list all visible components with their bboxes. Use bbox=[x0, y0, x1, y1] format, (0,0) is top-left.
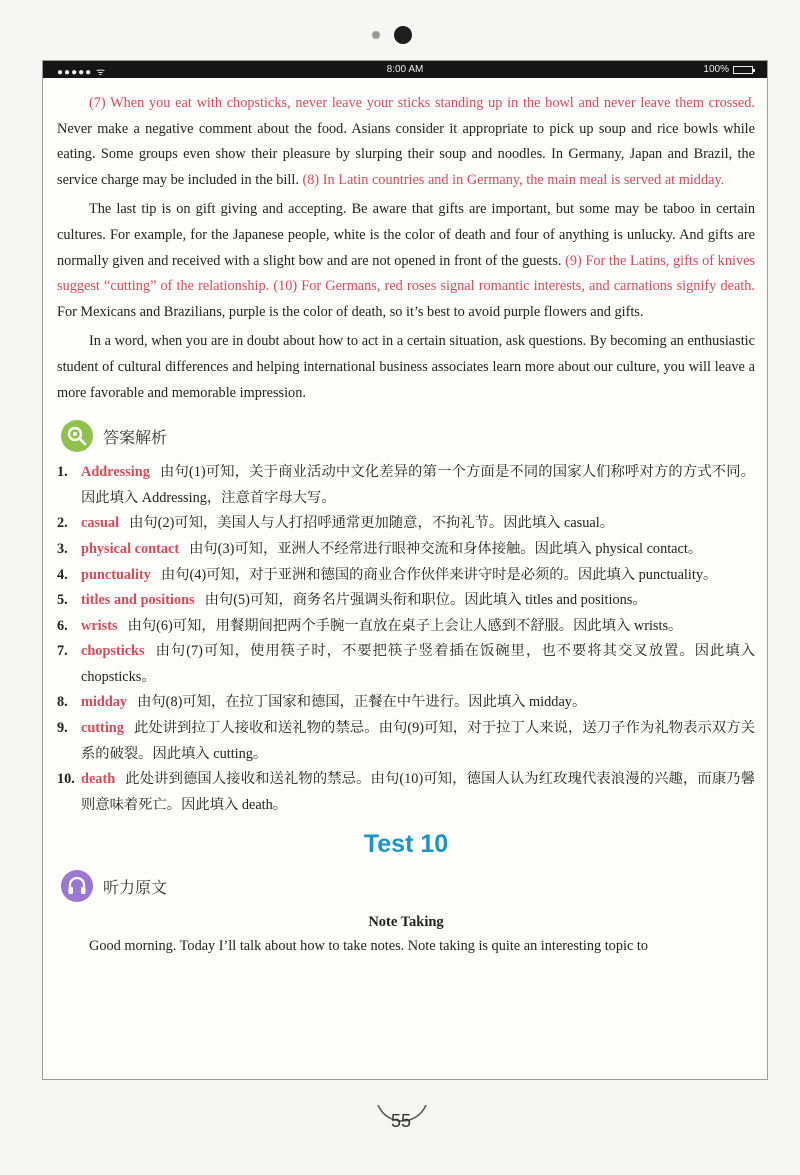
answer-section-header bbox=[57, 416, 755, 456]
answer-item: 9. cutting 此处讲到拉丁人接收和送礼物的禁忌。由句(9)可知，对于拉丁人来说，送刀子作为礼物表示双方关系的破裂。因此填入 cutting。 bbox=[57, 720, 755, 762]
answer-list bbox=[57, 460, 755, 818]
paragraph-conclusion bbox=[57, 329, 755, 406]
answer-item: 8. midday 由句(8)可知，在拉丁国家和德国，正餐在中午进行。因此填入 midday。 bbox=[57, 694, 587, 711]
page-indicator bbox=[372, 26, 412, 44]
transcript-title: Note Taking bbox=[368, 914, 444, 931]
answer-explanation: 此处讲到德国人接收和送礼物的禁忌。由句(10)可知，德国人认为红玫瑰代表浪漫的兴趣，而康乃馨则意味着死亡。因此填入 death。 bbox=[81, 771, 755, 813]
highlighted-sentence: (8) In Latin countries and in Germany, the main meal is served at midday. bbox=[302, 171, 725, 188]
answer-key: Addressing bbox=[81, 464, 150, 481]
listening-section-header bbox=[57, 866, 755, 906]
paragraph-dining bbox=[57, 91, 755, 193]
answer-key: cutting bbox=[81, 720, 124, 737]
highlighted-sentence: (7) When you eat with chopsticks, never leave your sticks standing up in the bowl and never leave them crossed. bbox=[89, 95, 755, 111]
status-bar bbox=[43, 61, 767, 78]
status-time: 8:00 AM bbox=[386, 64, 424, 75]
paragraph-gifts bbox=[57, 197, 755, 325]
magnifier-icon bbox=[61, 420, 93, 452]
battery-icon bbox=[733, 66, 753, 74]
answer-key: wrists bbox=[81, 617, 118, 634]
answer-section-title: 答案解析 bbox=[103, 427, 168, 447]
answer-explanation: 由句(5)可知，商务名片强调头衔和职位。因此填入 titles and positions。 bbox=[204, 592, 647, 609]
page-content bbox=[57, 91, 755, 960]
answer-explanation: 由句(8)可知，在拉丁国家和德国，正餐在中午进行。因此填入 midday。 bbox=[137, 694, 587, 711]
answer-explanation: 由句(4)可知，对于亚洲和德国的商业合作伙伴来讲守时是必须的。因此填入 punctuality。 bbox=[160, 566, 718, 583]
page-dot-inactive[interactable] bbox=[372, 31, 380, 39]
listening-section-title: 听力原文 bbox=[103, 877, 168, 897]
body-text: In a word, when you are in doubt about how to act in a certain situation, ask questions. By becoming an enthusiastic student of cultural differences and helping international business associates learn more about our culture, you will leave a more favorable and memorable impression. bbox=[57, 333, 755, 401]
answer-key: punctuality bbox=[81, 566, 151, 583]
answer-key: midday bbox=[81, 694, 128, 711]
highlighted-sentence: (9) For the Latins, gifts of knives suggest “cutting” of the relationship. (10) For Germans, red roses signal romantic interests, and carnations signify death. bbox=[57, 252, 755, 295]
answer-item: 1. Addressing 由句(1)可知，关于商业活动中文化差异的第一个方面是不同的国家人们称呼对方的方式不同。因此填入 Addressing，注意首字母大写。 bbox=[57, 464, 755, 506]
answer-key: death bbox=[81, 771, 116, 788]
answer-key: titles and positions bbox=[81, 592, 195, 609]
body-text: Never make a negative comment about the food. Asians consider it appropriate to pick up soup and rice bowls while eating. Some groups even show their pleasure by slurping their soup and noodles. In Germany, Japan and Brazil, the service charge may be included in the bill. bbox=[57, 120, 755, 188]
headphones-icon bbox=[61, 870, 93, 902]
answer-item: 4. punctuality 由句(4)可知，对于亚洲和德国的商业合作伙伴来讲守时是必须的。因此填入 punctuality。 bbox=[57, 566, 718, 583]
body-text: For Mexicans and Brazilians, purple is the color of death, so it’s best to avoid purple flowers and gifts. bbox=[57, 303, 644, 320]
answer-item: 7. chopsticks 由句(7)可知，使用筷子时，不要把筷子竖着插在饭碗里，也不要将其交叉放置。因此填入 chopsticks。 bbox=[57, 643, 755, 685]
battery-status bbox=[703, 64, 753, 75]
answer-key: physical contact bbox=[81, 540, 180, 557]
page-number: 55 bbox=[390, 1110, 412, 1131]
tablet-screen bbox=[42, 60, 768, 1080]
answer-item: 3. physical contact 由句(3)可知，亚洲人不经常进行眼神交流和身体接触。因此填入 physical contact。 bbox=[57, 540, 703, 557]
signal-icon: ●●●●● ᯤ bbox=[57, 67, 107, 78]
answer-explanation: 此处讲到拉丁人接收和送礼物的禁忌。由句(9)可知，对于拉丁人来说，送刀子作为礼物表示双方关系的破裂。因此填入 cutting。 bbox=[81, 720, 755, 762]
answer-explanation: 由句(6)可知，用餐期间把两个手腕一直放在桌子上会让人感到不舒服。因此填入 wrists。 bbox=[127, 617, 683, 634]
answer-item: 2. casual 由句(2)可知，美国人与人打招呼通常更加随意，不拘礼节。因此填入 casual。 bbox=[57, 515, 615, 532]
answer-key: chopsticks bbox=[81, 643, 145, 660]
answer-explanation: 由句(3)可知，亚洲人不经常进行眼神交流和身体接触。因此填入 physical contact。 bbox=[189, 540, 703, 557]
answer-item: 5. titles and positions 由句(5)可知，商务名片强调头衔和职位。因此填入 titles and positions。 bbox=[57, 592, 647, 609]
body-text: The last tip is on gift giving and accepting. Be aware that gifts are important, but some may be taboo in certain cultures. For example, for the Japanese people, white is the color of death and four of anything is unlucky. And gifts are normally given and received with a slight bow and are not opened in front of the guests. bbox=[57, 201, 755, 269]
answer-explanation: 由句(1)可知，关于商业活动中文化差异的第一个方面是不同的国家人们称呼对方的方式不同。因此填入 Addressing，注意首字母大写。 bbox=[81, 464, 755, 506]
answer-explanation: 由句(7)可知，使用筷子时，不要把筷子竖着插在饭碗里，也不要将其交叉放置。因此填入 chopsticks。 bbox=[81, 643, 755, 685]
transcript-text: Good morning. Today I’ll talk about how to take notes. Note taking is quite an interesting topic to bbox=[89, 938, 648, 955]
answer-key: casual bbox=[81, 515, 120, 532]
answer-item: 10. death 此处讲到德国人接收和送礼物的禁忌。由句(10)可知，德国人认为红玫瑰代表浪漫的兴趣，而康乃馨则意味着死亡。因此填入 death。 bbox=[57, 771, 755, 813]
page-dot-active[interactable] bbox=[394, 26, 412, 44]
answer-explanation: 由句(2)可知，美国人与人打招呼通常更加随意，不拘礼节。因此填入 casual。 bbox=[129, 515, 615, 532]
battery-percent: 100% bbox=[703, 64, 729, 75]
test-heading: Test 10 bbox=[363, 830, 449, 859]
answer-item: 6. wrists 由句(6)可知，用餐期间把两个手腕一直放在桌子上会让人感到不舒服。因此填入 wrists。 bbox=[57, 617, 683, 634]
